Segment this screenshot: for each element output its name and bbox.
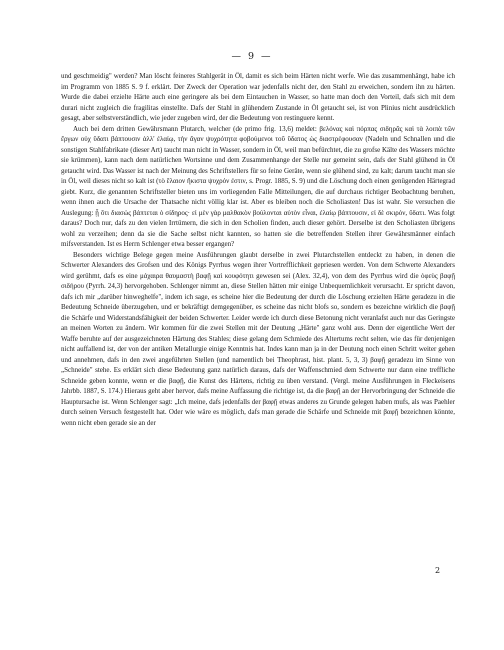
page-number: — 9 —	[231, 51, 273, 62]
paragraph: Besonders wichtige Belege gegen meine Ausführungen glaubt derselbe in zwei Plutarchstellen entdeckt zu haben, in denen die Schwerter Alexanders des Grofsen und des Königs Pyrrhus wegen ihrer Vortrefflichkeit gepriesen werden. Von dem Schwerte Alexanders wird gerühmt, dafs es eine μάχαιρα θαυμαστὴ βαφῇ καὶ κουφότητι gewesen sei (Alex. 32,4), von dem des Pyrrhus wird die ὀφεὺς βαφῇ σιδήρου (Pyrrh. 24,3) hervorgehoben. Schlenger nimmt an, diese Stellen hätten mir einige Unbequemlichkeit verursacht. Er spricht davon, dafs ich mir „darüber hinweghelfe", indem ich sage, es scheine hier die Bedeutung der durch die Löschung erzielten Härte geradezu in die Bedeutung Schneide überzugehen, und er bekräftigt demgegenüber, es scheine das nicht blofs so, sondern es bezeichne wirklich die βαφῇ die Schärfe und Widerstandsfähigkeit der beiden Schwerter. Leider werde ich durch diese Betonung nicht veranlafst auch nur das Geringste an meinen Worten zu ändern. Wir kommen für die zwei Stellen mit der Deutung „Härte" ganz wohl aus. Denn der eigentliche Wert der Waffe beruhte auf der ausgezeichneten Härtung des Stahles; diese gelang dem Schmiede des Altertums recht selten, wie das für denjenigen nicht auffallend ist, der von der antiken Metallurgie einige Kenntnis hat. Indes kann man ja in der Deutung noch einen Schritt weiter gehen und annehmen, dafs in den zwei angeführten Stellen (und namentlich bei Theophrast, hist. plant. 5, 3, 3) βαφῇ geradezu im Sinne von „Schneide" stehe. Es erklärt sich diese Bedeutung ganz natürlich daraus, dafs der Waffenschmied dem Schwerte nur dann eine treffliche Schneide geben konnte, wenn er die βαφῇ, die Kunst des Härtens, richtig zu üben verstand. (Vergl. meine Ausführungen in Fleckeisens Jahrbb. 1887, S. 174.) Hieraus geht aber hervor, dafs meine Auffassung die richtige ist, da die βαφῇ an der Hervorbringung der Schneide die Hauptursache ist. Wenn Schlenger sagt: „Ich meine, dafs jedenfalls der βαφῇ etwas anderes zu Grunde gelegen haben mufs, als was Paehler durch seinen Versuch festgestellt hat. Oder wie wäre es möglich, dafs man gerade die Schärfe und Schneide mit βαφῇ bezeichnen könnte, wenn nicht eben gerade sie an der	[61, 250, 455, 427]
signature-mark: 2	[435, 566, 441, 575]
body-text	[61, 71, 455, 428]
paragraph: Auch bei dem dritten Gewährsmann Plutarch, welcher (de primo frig. 13,6) meldet: βελόνας καὶ πόρπας σιδηρᾶς καὶ τὰ λοιπὰ τῶν ἔργων οὐχ ὕδατι βάπτουσιν ἀλλ' ἐλαίῳ, τὴν ἄγαν ψυχρότητα φοβούμενοι τοῦ ὕδατος ὡς διαστρέφουσαν (Nadeln und Schnallen und die sonstigen Stahlfabrikate (dieser Art) taucht man nicht in Wasser, sondern in Öl, weil man befürchtet, die zu grofse Kälte des Wassers möchte sie krümmen), kann nach dem natürlichen Wortsinne und dem Zusammenhange der Stelle nur gemeint sein, dafs der Stahl glühend in Öl getaucht wird. Das Wasser ist nach der Meinung des Schriftstellers für so feine Geräte, wenn sie glühend sind, zu kalt; darum taucht man sie in Öl, weil dieses nicht so kalt ist (τὸ ἔλαιον ἥκιστα ψυχρόν ἐστιν, s. Progr. 1885, S. 9) und die Löschung doch einen genügenden Härtegrad giebt. Kurz, die genannten Schriftsteller bieten uns im vorliegenden Falle Mitteilungen, die auf durchaus richtiger Beobachtung beruhen, wenn ihnen auch die Ursache der Thatsache nicht völlig klar ist. Aber es bleiben noch die Scholiasten! Das ist wahr. Sie versuchen die Auslegung: ᾗ ὅτι διασώς βάπτεται ὁ σίδηρος· εἰ μὲν γὰρ μαλθακὸν βούλονται αὐτὸν εἶναι, ἐλαίῳ βάπτουσιν, εἰ δὲ σκιρόν, ὕδατι. Was folgt daraus? Doch nur, dafs zu den vielen Irrtümern, die sich in den Scholien finden, auch dieser gehört. Derselbe ist den Scholiasten übrigens wohl zu verzeihen; denn da sie die Sache selbst nicht kannten, so hatten sie die betreffenden Stellen ihrer Gewährsmänner einfach mifsverstanden. Ist es Herrn Schlenger etwa besser ergangen?	[61, 124, 455, 248]
paragraph: und geschmeidig" werden? Man löscht feineres Stahlgerät in Öl, damit es sich beim Härten nicht werfe. Wie das zusammenhängt, habe ich im Programm von 1885 S. 9 f. erklärt. Der Zweck der Operation war jedenfalls nicht der, den Stahl zu erweichen, sondern ihn zu härten. Wurde die dabei erzielte Härte auch eine geringere als bei dem Eintauchen in Wasser, so hatte man doch den Vorteil, dafs sich mit dem durari nicht zugleich die fragilitas einstellte. Dafs der Stahl in glühendem Zustande in Öl getaucht sei, ist von Plinius nicht ausdrücklich gesagt, aber selbstverständlich, wie jeder zugeben wird, der die Bedeutung von restinguere kennt.	[61, 72, 455, 122]
